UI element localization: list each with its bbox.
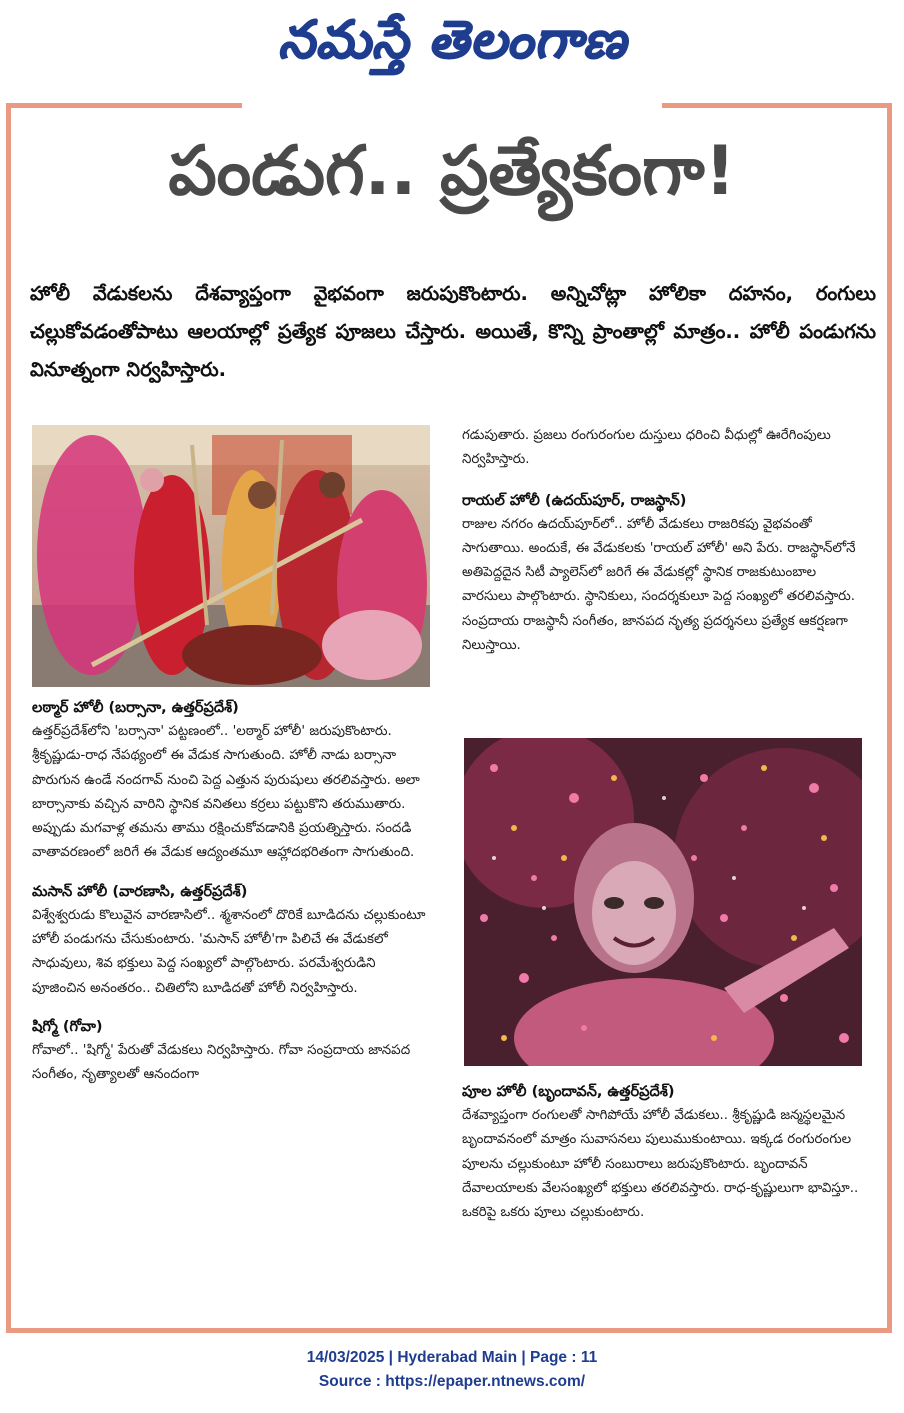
footer-source-line[interactable]: Source : https://epaper.ntnews.com/ (318, 1373, 586, 1390)
royal-body: రాజుల నగరం ఉదయ్‌పూర్‌లో.. హోలీ వేడుకలు రాజరికపు వైభవంతో సాగుతాయి. అందుకే, ఈ వేడుకలకు 'రాయల్ హోలీ' అని పేరు. రాజస్థాన్‌లోనే అతిపెద్దదైన సిటీ ప్యాలెస్‌లో జరిగే ఈ వేడుకల్లో స్థానిక రాజకుటుంబాల వారసులు పాల్గొంటారు. స్థానికులు, సందర్శకులూ పెద్ద సంఖ్యలో తరలివస్తారు. సంప్రదాయ రాజస్థానీ సంగీతం, జానపద నృత్య ప్రదర్శనలు ప్రత్యేక ఆకర్షణగా నిలుస్తాయి. (462, 516, 856, 654)
masan-body: విశ్వేశ్వరుడు కొలువైన వారణాసిలో.. శ్మశానంలో దొరికే బూడిదను చల్లుకుంటూ హోలీ పండుగను చేసుకుంటారు. 'మసాన్ హోలీ'గా పిలిచే ఈ వేడుకలో సాధువులు, శివ భక్తులు పెద్ద సంఖ్యలో పాల్గొంటారు. పరమేశ్వరుడిని పూజించిన అనంతరం.. చితిలోని బూడిదతో హోలీ నిర్వహిస్తారు. (32, 907, 426, 996)
flower-holi-photo-art (464, 738, 862, 1066)
masan-heading: మసాన్ హోలీ (వారణాసి, ఉత్తర్‌ప్రదేశ్) (32, 882, 248, 900)
headline: పండుగ.. ప్రత్యేకంగా! (168, 132, 736, 211)
footer-date-line: 14/03/2025 | Hyderabad Main | Page : 11 (306, 1349, 598, 1366)
lathmar-heading: లఠ్మార్ హోలీ (బర్సానా, ఉత్తర్‌ప్రదేశ్) (32, 699, 239, 716)
lathmar-holi-photo-art (32, 425, 430, 687)
continued-text: గడుపుతారు. ప్రజలు రంగురంగుల దుస్తులు ధరించి వీధుల్లో ఊరేగింపులు నిర్వహిస్తారు. (462, 428, 831, 468)
royal-heading: రాయల్ హోలీ (ఉదయ్‌పూర్, రాజస్థాన్) (462, 491, 687, 509)
flower-holi-photo (464, 738, 862, 1066)
masthead (0, 0, 904, 92)
masthead-logo-text: నమస్తే తెలంగాణ (277, 9, 627, 70)
shigmo-body: గోవాలో.. 'షిగ్మో' పేరుతో వేడుకలు నిర్వహిస్తారు. గోవా సంప్రదాయ జానపద సంగీతం, నృత్యాలతో ఆనందంగా (32, 1042, 411, 1083)
lathmar-body: ఉత్తర్‌ప్రదేశ్‌లోని 'బర్సానా' పట్టణంలో.. 'లఠ్మార్ హోలీ' జరుపుకొంటారు. శ్రీకృష్ణుడు-రాధ నేపథ్యంలో ఈ వేడుక సాగుతుంది. హోలీ నాడు బర్సానా పొరుగున ఉండే నందగావ్ నుంచి పెద్ద ఎత్తున పురుషులు తరలివస్తారు. అలా బార్సానాకు వచ్చిన వారిని స్థానిక వనితలు కర్రలు పట్టుకొని తరుముతారు. అప్పుడు మగవాళ్ల తమను తాము రక్షించుకోవడానికి ప్రయత్నిస్తారు. సందడి వాతావరణంలో జరిగే ఈ వేడుక ఆద్యంతమూ ఆహ్లాదభరితంగా సాగుతుంది. (32, 724, 420, 861)
shigmo-heading: షిగ్మో (గోవా) (32, 1017, 103, 1035)
footer (0, 1346, 904, 1394)
intro-paragraph: హోలీ వేడుకలను దేశవ్యాప్తంగా వైభవంగా జరుపుకొంటారు. అన్నిచోట్లా హోలికా దహనం, రంగులు చల్లుకోవడంతోపాటు ఆలయాల్లో ప్రత్యేక పూజలు చేస్తారు. అయితే, కొన్ని ప్రాంతాల్లో మాత్రం.. హోలీ పండుగను వినూత్నంగా నిర్వహిస్తారు. (30, 282, 876, 381)
right-column-bottom (462, 1080, 862, 1225)
lathmar-holi-photo (32, 425, 430, 687)
phool-heading: పూల హోలీ (బృందావన్, ఉత్తర్‌ప్రదేశ్) (462, 1083, 675, 1100)
left-column (32, 696, 430, 1088)
phool-body: దేశవ్యాప్తంగా రంగులతో సాగిపోయే హోలీ వేడుకలు.. శ్రీకృష్ణుడి జన్మస్థలమైన బృందావనంలో మాత్రం సువాసనలు పులుముకుంటాయి. ఇక్కడ రంగురంగుల పూలను చల్లుకుంటూ హోలీ సంబురాలు జరుపుకొంటారు. బృందావన్ దేవాలయాలకు వేలసంఖ్యలో భక్తులు తరలివస్తారు. రాధ-కృష్ణులుగా భావిస్తూ.. ఒకరిపై ఒకరు పూలు చల్లుకుంటారు. (462, 1108, 859, 1221)
frame-gap (242, 98, 662, 112)
right-column-top (462, 424, 862, 658)
